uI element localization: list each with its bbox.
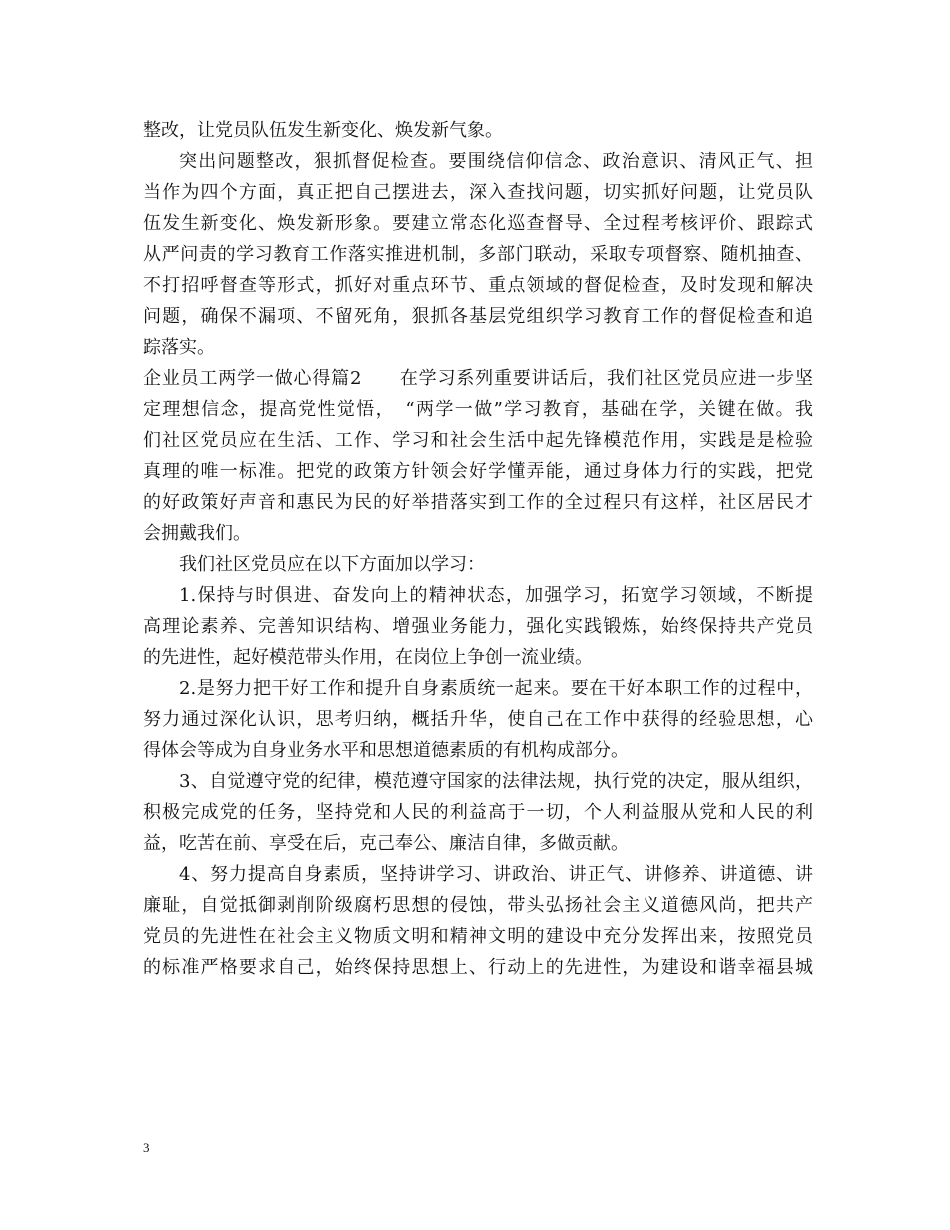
text-line: 们社区党员应在生活、工作、学习和社会生活中起先锋模范作用，实践是是检验 — [143, 430, 813, 451]
text-line: 党员的先进性在社会主义物质文明和精神文明的建设中充分发挥出来，按照党员 — [143, 926, 813, 947]
text-line: 伍发生新变化、焕发新形象。要建立常态化巡查督导、全过程考核评价、跟踪式 — [143, 213, 813, 234]
text-line: 积极完成党的任务，坚持党和人民的利益高于一切，个人利益服从党和人民的利 — [143, 802, 813, 823]
text-line: 会拥戴我们。 — [143, 523, 251, 544]
text-line: 高理论素养、完善知识结构、增强业务能力，强化实践锻炼，始终保持共产党员 — [143, 616, 813, 637]
text-line: 努力通过深化认识，思考归纳，概括升华，使自己在工作中获得的经验思想，心 — [143, 709, 813, 730]
section-heading-line: 企业员工两学一做心得篇2 在学习系列重要讲话后，我们社区党员应进一步坚 — [143, 368, 813, 389]
text-line: 整改，让党员队伍发生新变化、焕发新气象。 — [143, 120, 503, 141]
text-line: 真理的唯一标准。把党的政策方针领会好学懂弄能，通过身体力行的实践，把党 — [143, 461, 813, 482]
text-line: 突出问题整改，狠抓督促检查。要围绕信仰信念、政治意识、清风正气、担 — [179, 151, 813, 172]
text-line: 不打招呼督查等形式，抓好对重点环节、重点领域的督促检查，及时发现和解决 — [143, 275, 813, 296]
text-line: 定理想信念，提高党性觉悟， “两学一做”学习教育，基础在学，关键在做。我 — [143, 399, 813, 420]
text-line: 问题，确保不漏项、不留死角，狠抓各基层党组织学习教育工作的督促检查和追 — [143, 306, 813, 327]
text-line: 从严问责的学习教育工作落实推进机制，多部门联动，采取专项督察、随机抽查、 — [143, 244, 813, 265]
page-number: 3 — [143, 1140, 150, 1155]
text-line: 1.保持与时俱进、奋发向上的精神状态，加强学习，拓宽学习领域，不断提 — [179, 585, 813, 606]
text-line: 3、自觉遵守党的纪律，模范遵守国家的法律法规，执行党的决定，服从组织， — [179, 771, 813, 792]
text-line: 踪落实。 — [143, 337, 215, 358]
text-line: 当作为四个方面，真正把自己摆进去，深入查找问题，切实抓好问题，让党员队 — [143, 182, 813, 203]
text-line: 2.是努力把干好工作和提升自身素质统一起来。要在干好本职工作的过程中， — [179, 678, 813, 699]
text-line: 4、努力提高自身素质，坚持讲学习、讲政治、讲正气、讲修养、讲道德、讲 — [179, 864, 813, 885]
body-text — [143, 115, 813, 983]
text-line: 我们社区党员应在以下方面加以学习： — [179, 554, 485, 575]
text-line: 的好政策好声音和惠民为民的好举措落实到工作的全过程只有这样，社区居民才 — [143, 492, 813, 513]
text-line: 益，吃苦在前、享受在后，克己奉公、廉洁自律，多做贡献。 — [143, 833, 629, 854]
text-line: 得体会等成为自身业务水平和思想道德素质的有机构成部分。 — [143, 740, 629, 761]
text-line: 廉耻，自觉抵御剥削阶级腐朽思想的侵蚀，带头弘扬社会主义道德风尚，把共产 — [143, 895, 813, 916]
text-line: 的标准严格要求自己，始终保持思想上、行动上的先进性，为建设和谐幸福县城 — [143, 957, 813, 978]
text-line: 的先进性，起好模范带头作用，在岗位上争创一流业绩。 — [143, 647, 593, 668]
